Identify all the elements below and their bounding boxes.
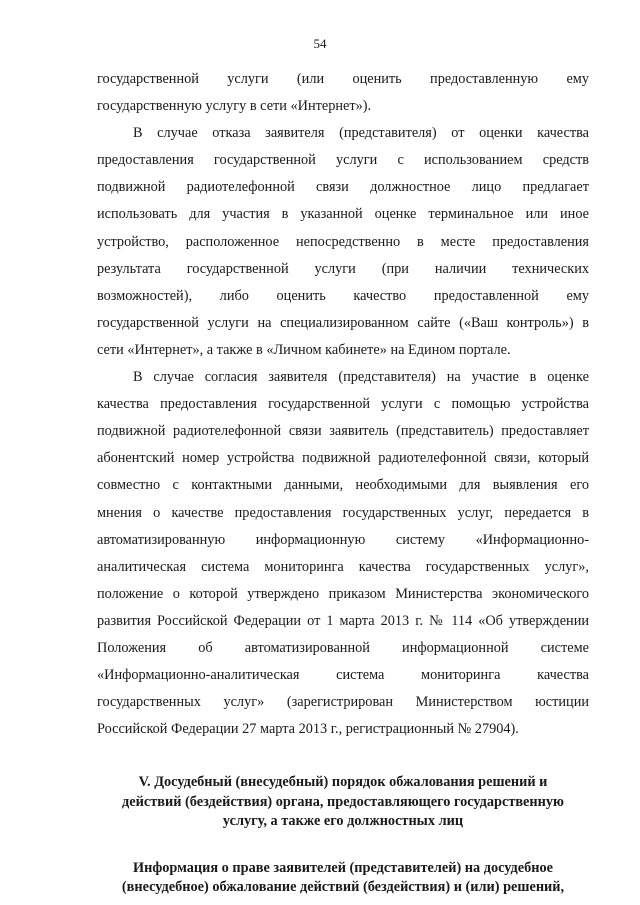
sub-heading-line: (внесудебное) обжалование действий (бездействия) и (или) решений,	[121, 879, 565, 896]
paragraph-1	[97, 66, 589, 120]
paragraph-line: использовать для участия в указанной оценке терминальное или иное	[97, 206, 589, 223]
paragraph-line: результата государственной услуги (при наличии технических	[97, 260, 589, 277]
paragraph-line: государственную услугу в сети «Интернет»).	[97, 98, 372, 115]
paragraph-line: государственной услуги на специализированном сайте («Ваш контроль») в	[97, 314, 589, 331]
paragraph-3	[97, 364, 589, 743]
section-heading	[97, 773, 589, 832]
paragraph-line: положение о которой утверждено приказом Министерства экономического	[97, 585, 589, 602]
paragraph-line: подвижной радиотелефонной связи должностное лицо предлагает	[97, 179, 589, 196]
paragraph-line: сети «Интернет», а также в «Личном кабинете» на Едином портале.	[97, 341, 511, 358]
paragraph-line: подвижной радиотелефонной связи заявитель (представитель) предоставляет	[97, 423, 589, 440]
paragraph-line: государственных услуг» (зарегистрирован Министерством юстиции	[97, 694, 589, 711]
paragraph-line: Российской Федерации 27 марта 2013 г., регистрационный № 27904).	[97, 721, 519, 738]
paragraph-line: «Информационно-аналитическая система мониторинга качества	[97, 667, 589, 684]
paragraph-line: совместно с контактными данными, необходимыми для выявления его	[97, 477, 589, 494]
paragraph-line: предоставления государственной услуги с использованием средств	[97, 152, 589, 169]
paragraph-line: государственной услуги (или оценить предоставленную ему	[97, 71, 589, 87]
section-heading-line: услугу, а также его должностных лиц	[222, 813, 464, 830]
paragraph-2	[97, 120, 589, 364]
section-heading-line: действий (бездействия) органа, предоставляющего государственную	[122, 793, 564, 810]
paragraph-line: В случае отказа заявителя (представителя) от оценки качества	[133, 125, 589, 142]
paragraph-line: аналитическая система мониторинга качества государственных услуг»,	[97, 558, 589, 575]
paragraph-line: устройство, расположенное непосредственно в месте предоставления	[97, 233, 589, 250]
section-heading-line: V. Досудебный (внесудебный) порядок обжалования решений и	[138, 774, 548, 791]
document-body	[97, 66, 589, 898]
paragraph-line: развития Российской Федерации от 1 марта 2013 г. № 114 «Об утверждении	[97, 612, 589, 629]
paragraph-line: качества предоставления государственной услуги с помощью устройства	[97, 396, 589, 413]
sub-heading-line: Информация о праве заявителей (представителей) на досудебное	[132, 859, 554, 876]
paragraph-line: мнения о качестве предоставления государственных услуг, передается в	[97, 504, 589, 521]
paragraph-line: абонентский номер устройства подвижной радиотелефонной связи, который	[97, 450, 589, 467]
sub-heading	[97, 859, 589, 898]
paragraph-line: автоматизированную информационную систему «Информационно-	[97, 531, 589, 548]
paragraph-line: Положения об автоматизированной информационной системе	[97, 639, 589, 656]
page-number: 54	[313, 36, 327, 51]
paragraph-line: В случае согласия заявителя (представителя) на участие в оценке	[133, 369, 589, 386]
paragraph-line: возможностей), либо оценить качество предоставленной ему	[97, 287, 589, 304]
